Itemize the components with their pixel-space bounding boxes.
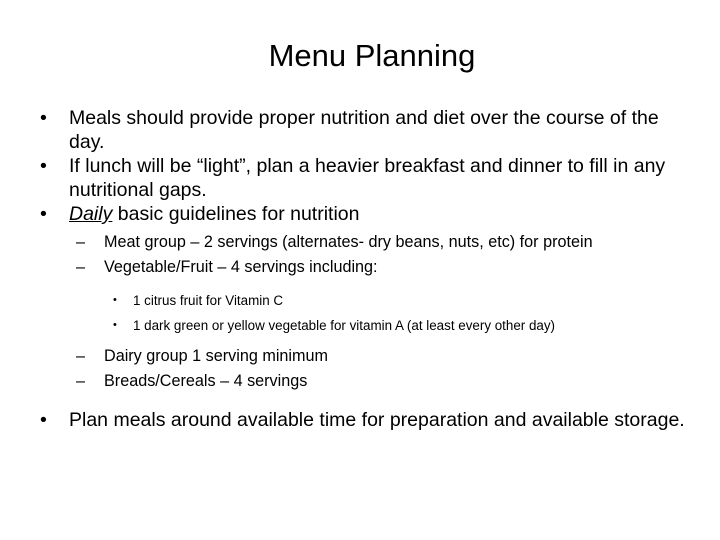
dash-marker: –	[76, 258, 86, 276]
bullet-item	[40, 106, 690, 154]
dash-marker: –	[76, 372, 86, 390]
bullet-text: basic guidelines for nutrition	[112, 203, 360, 225]
sub-item	[40, 344, 690, 369]
sub-sub-item-text: 1 citrus fruit for Vitamin C	[133, 293, 284, 308]
dash-marker: –	[76, 347, 86, 365]
bullet-marker: •	[40, 155, 47, 177]
bullet-text: Meals should provide proper nutrition and diet over the course of the day.	[69, 107, 659, 153]
sub-item-text: Breads/Cereals – 4 servings	[104, 372, 308, 390]
sub-sub-item	[40, 313, 690, 338]
bullet-item	[40, 154, 690, 202]
sub-sub-item	[40, 288, 690, 313]
slide-title: Menu Planning	[268, 38, 476, 73]
sub-sub-item-text: 1 dark green or yellow vegetable for vitamin A (at least every other day)	[133, 318, 556, 333]
bullet-text: If lunch will be “light”, plan a heavier breakfast and dinner to fill in any nutritional gaps.	[69, 155, 666, 201]
slide-body	[40, 106, 690, 432]
sub-item-text: Meat group – 2 servings (alternates- dry beans, nuts, etc) for protein	[104, 233, 593, 251]
sub-sub-marker: •	[113, 294, 117, 306]
bullet-text: Plan meals around available time for preparation and available storage.	[69, 409, 685, 431]
dash-marker: –	[76, 233, 86, 251]
sub-item-text: Vegetable/Fruit – 4 servings including:	[104, 258, 378, 276]
bullet-marker: •	[40, 107, 47, 129]
sub-item	[40, 369, 690, 394]
sub-item	[40, 255, 690, 280]
sub-sub-marker: •	[113, 319, 117, 331]
sub-item	[40, 230, 690, 255]
bullet-marker: •	[40, 409, 47, 431]
sub-sub-list	[40, 288, 690, 338]
sub-list	[40, 230, 690, 394]
bullet-marker: •	[40, 203, 47, 225]
sub-item-text: Dairy group 1 serving minimum	[104, 347, 329, 365]
bullet-item	[40, 202, 690, 226]
bullet-item	[40, 408, 690, 432]
bullet-emphasis: Daily	[69, 203, 113, 225]
